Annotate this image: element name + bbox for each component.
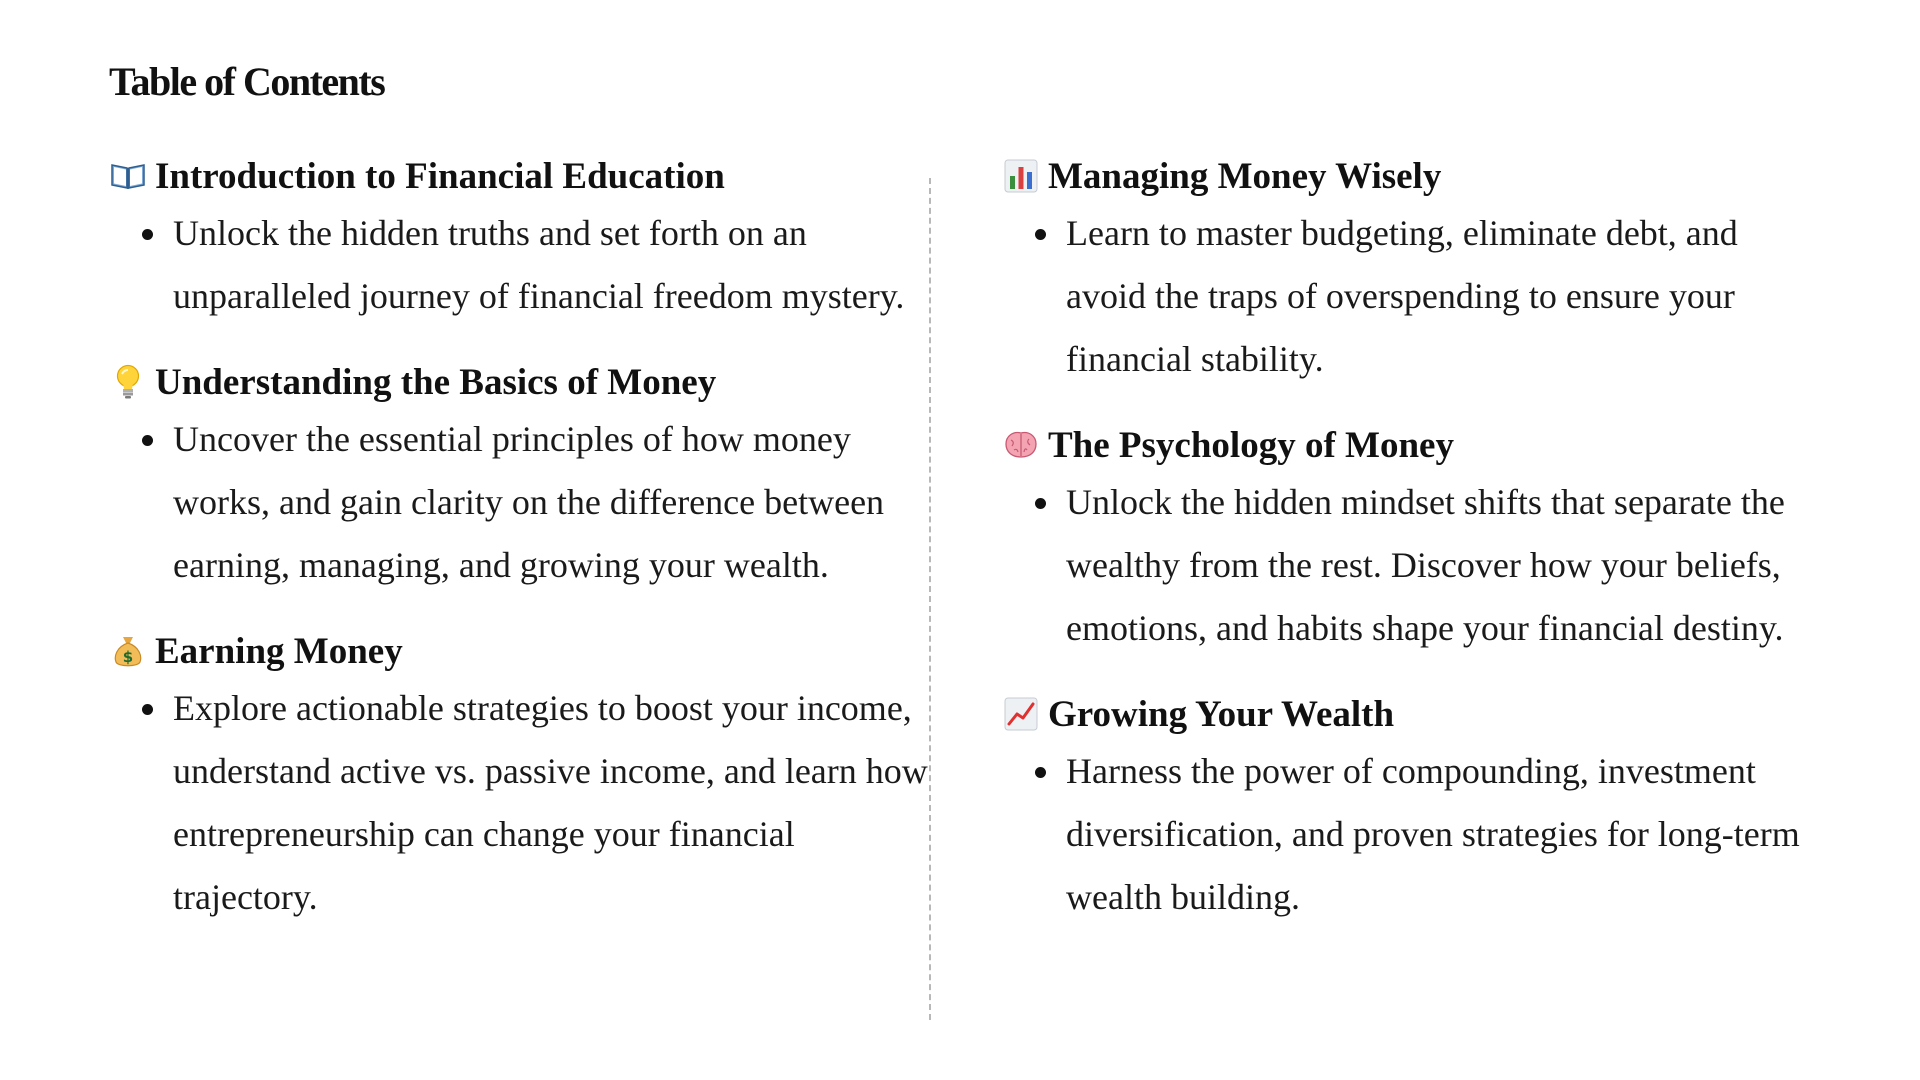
bar-chart-icon <box>1002 157 1040 195</box>
toc-section-earning <box>109 625 929 929</box>
section-description: Explore actionable strategies to boost your income, understand active vs. passive income, and learn how entrepreneurship can change your financial trajectory. <box>109 677 929 929</box>
section-description: Unlock the hidden mindset shifts that separate the wealthy from the rest. Discover how your beliefs, emotions, and habits shape your financial destiny. <box>1002 471 1822 660</box>
section-heading-text: Earning Money <box>155 630 403 672</box>
section-description: Harness the power of compounding, investment diversification, and proven strategies for long-term wealth building. <box>1002 740 1822 929</box>
svg-text:$: $ <box>122 648 134 666</box>
section-heading-text: Growing Your Wealth <box>1048 693 1395 735</box>
section-bullets <box>1002 740 1822 929</box>
money-bag-icon <box>109 632 147 670</box>
page-title: Table of Contents <box>109 59 385 104</box>
section-heading[interactable] <box>109 356 929 408</box>
section-bullets <box>109 677 929 929</box>
toc-section-basics <box>109 356 929 597</box>
section-heading[interactable] <box>1002 688 1822 740</box>
toc-section-growing <box>1002 688 1822 929</box>
light-bulb-icon <box>109 363 147 401</box>
toc-section-psychology <box>1002 419 1822 660</box>
section-bullets <box>1002 202 1822 391</box>
section-heading-text: Introduction to Financial Education <box>155 155 725 197</box>
section-bullets <box>109 202 929 328</box>
section-bullets <box>109 408 929 597</box>
section-heading-text: Understanding the Basics of Money <box>155 361 717 403</box>
section-heading[interactable] <box>109 150 929 202</box>
section-heading-text: The Psychology of Money <box>1048 424 1454 466</box>
toc-section-introduction <box>109 150 929 328</box>
toc-left-column <box>109 150 929 957</box>
section-description: Learn to master budgeting, eliminate debt, and avoid the traps of overspending to ensure your financial stability. <box>1002 202 1822 391</box>
section-bullets <box>1002 471 1822 660</box>
section-description: Unlock the hidden truths and set forth on an unparalleled journey of financial freedom mystery. <box>109 202 929 328</box>
toc-section-managing <box>1002 150 1822 391</box>
section-description: Uncover the essential principles of how money works, and gain clarity on the difference between earning, managing, and growing your wealth. <box>109 408 929 597</box>
section-heading-text: Managing Money Wisely <box>1048 155 1442 197</box>
section-heading[interactable] <box>1002 150 1822 202</box>
open-book-icon <box>109 157 147 195</box>
section-heading[interactable] <box>1002 419 1822 471</box>
toc-right-column <box>1002 150 1822 957</box>
brain-icon <box>1002 426 1040 464</box>
chart-increasing-icon <box>1002 695 1040 733</box>
section-heading[interactable] <box>109 625 929 677</box>
column-divider <box>929 178 931 1020</box>
